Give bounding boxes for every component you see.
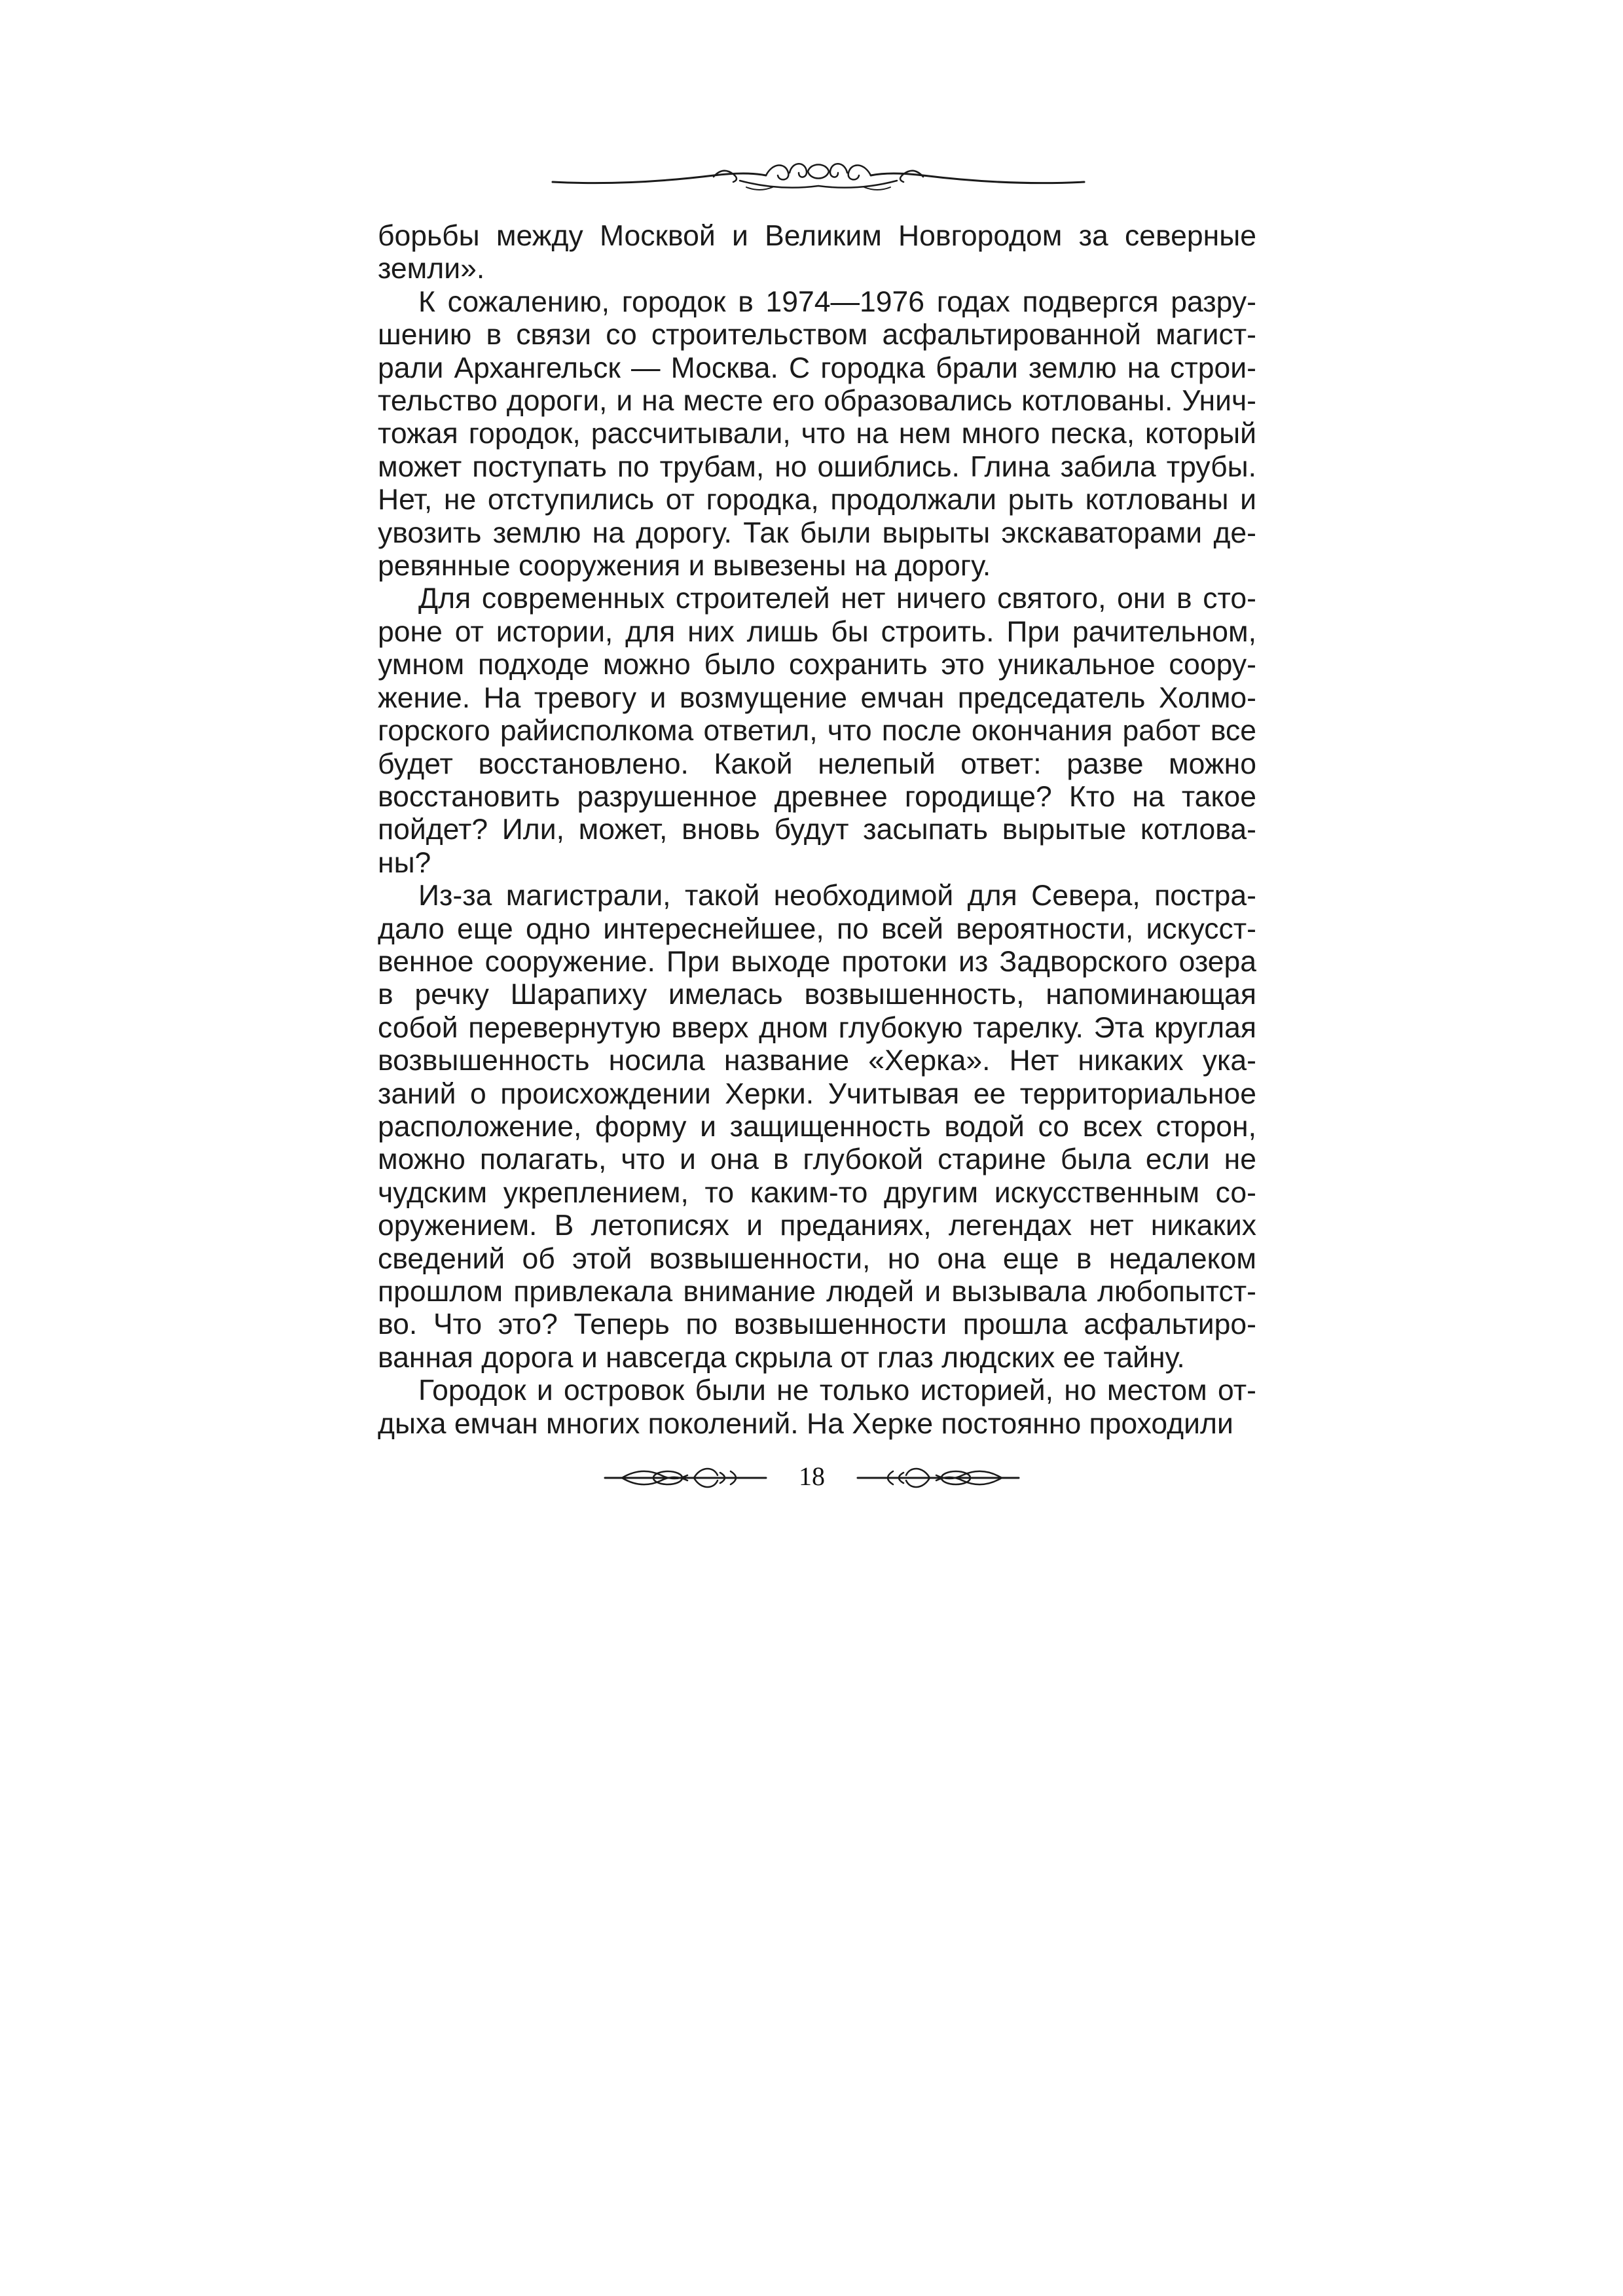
paragraph: борьбы между Москвой и Великим Новгородом за северные земли».: [378, 220, 1256, 285]
header-flourish-icon: [550, 156, 1087, 195]
paragraph: Для современных строителей нет ничего святого, они в стороне от истории, для них лишь бы строить. При рачительном, умном подходе можно было сохранить это уникальное сооружение. На тревогу и возмущение емчан председатель Холмогорского райисполкома ответил, что после окончания работ все будет восстановлено. Какой нелепый ответ: разве можно восстановить разрушенное древнее городище? Кто на такое пойдет? Или, может, вновь будут засыпать вырытые котлованы?: [378, 583, 1256, 879]
paragraph: Из-за магистрали, такой необходимой для Севера, пострадало еще одно интереснейшее, по всей вероятности, искусственное сооружение. При выходе протоки из Задворского озера в речку Шарапиху имелась возвышенность, напоминающая собой перевернутую вверх дном глубокую тарелку. Эта круглая возвышенность носила название «Херка». Нет никаких указаний о происхождении Херки. Учитывая ее территориальное расположение, форму и защищенность водой со всех сторон, можно полагать, что и она в глубокой старине была если не чудским укреплением, то каким-то другим искусственным сооружением. В летописях и преданиях, легендах нет никаких сведений об этой возвышенности, но она еще в недалеком прошлом привлекала внимание людей и вызывала любопытство. Что это? Теперь по возвышенности прошла асфальтированная дорога и навсегда скрыла от глаз людских ее тайну.: [378, 880, 1256, 1374]
footer-flourish-right-icon: [851, 1463, 1021, 1490]
page-footer: [602, 1458, 1021, 1495]
page-number: 18: [799, 1462, 825, 1491]
footer-flourish-left-icon: [602, 1463, 773, 1490]
paragraph: Городок и островок были не только историей, но местом отдыха емчан многих поколений. На Херке постоянно проходили: [378, 1374, 1256, 1440]
paragraph: К сожалению, городок в 1974—1976 годах подвергся разрушению в связи со строительством асфальтированной магистрали Архангельск — Москва. С городка брали землю на строительство дороги, и на месте его образовались котлованы. Уничтожая городок, рассчитывали, что на нем много песка, который может поступать по трубам, но ошиблись. Глина забила трубы. Нет, не отступились от городка, продолжали рыть котлованы и увозить землю на дорогу. Так были вырыты экскаваторами деревянные сооружения и вывезены на дорогу.: [378, 285, 1256, 583]
body-text: [378, 220, 1256, 1441]
